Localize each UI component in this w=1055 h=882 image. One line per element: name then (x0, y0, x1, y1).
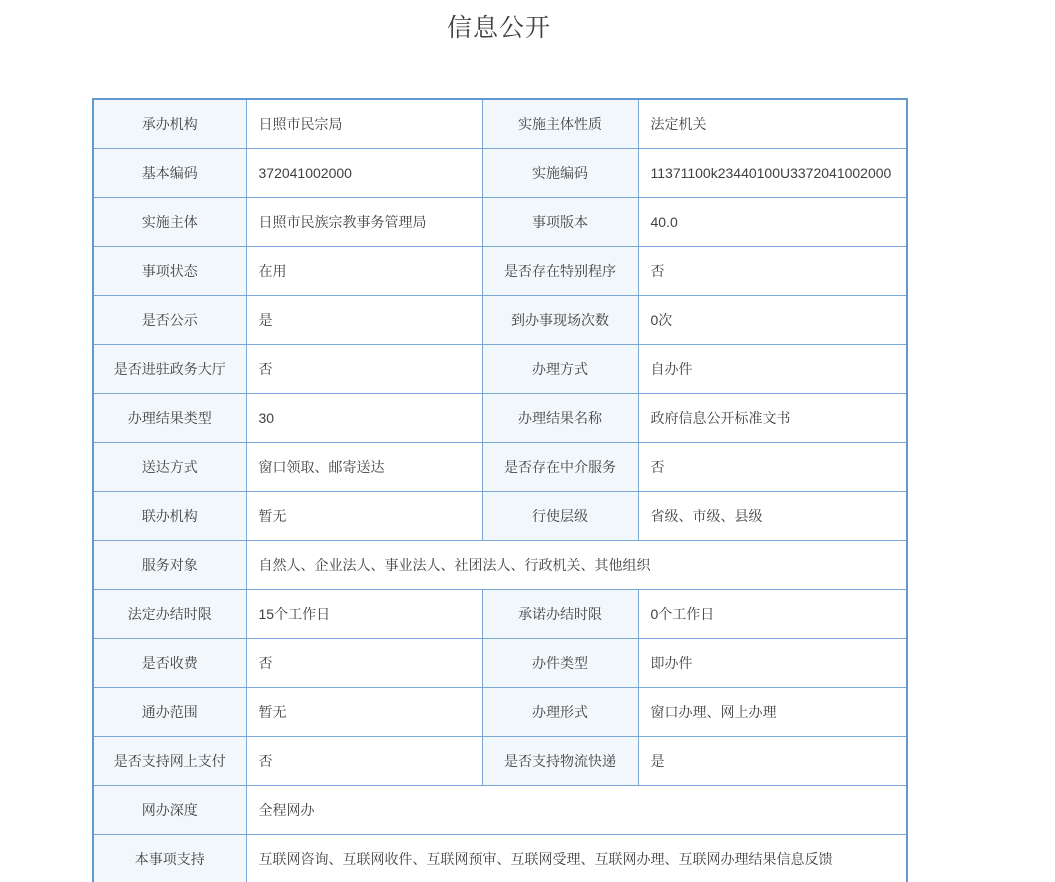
field-value: 自办件 (638, 345, 907, 394)
field-value: 否 (246, 639, 482, 688)
field-label: 是否进驻政务大厅 (93, 345, 246, 394)
field-label: 办理形式 (482, 688, 638, 737)
field-label: 网办深度 (93, 786, 246, 835)
field-label: 事项状态 (93, 247, 246, 296)
field-label: 是否支持网上支付 (93, 737, 246, 786)
field-label: 办理结果名称 (482, 394, 638, 443)
table-row (93, 198, 907, 247)
field-label: 实施编码 (482, 149, 638, 198)
field-value: 0次 (638, 296, 907, 345)
table-row (93, 541, 907, 590)
field-value: 否 (246, 737, 482, 786)
field-label: 办理结果类型 (93, 394, 246, 443)
field-value: 在用 (246, 247, 482, 296)
field-value: 窗口办理、网上办理 (638, 688, 907, 737)
field-value: 自然人、企业法人、事业法人、社团法人、行政机关、其他组织 (246, 541, 907, 590)
field-value: 窗口领取、邮寄送达 (246, 443, 482, 492)
field-label: 是否公示 (93, 296, 246, 345)
table-row (93, 639, 907, 688)
field-label: 实施主体性质 (482, 99, 638, 149)
field-value: 省级、市级、县级 (638, 492, 907, 541)
field-label: 是否存在特别程序 (482, 247, 638, 296)
table-row (93, 296, 907, 345)
field-value: 是 (638, 737, 907, 786)
field-value: 即办件 (638, 639, 907, 688)
table-row (93, 590, 907, 639)
table-row (93, 786, 907, 835)
field-label: 实施主体 (93, 198, 246, 247)
table-row (93, 835, 907, 882)
field-value: 暂无 (246, 688, 482, 737)
table-row (93, 492, 907, 541)
field-value: 是 (246, 296, 482, 345)
info-table (92, 98, 908, 882)
table-row (93, 737, 907, 786)
field-label: 是否支持物流快递 (482, 737, 638, 786)
field-label: 办件类型 (482, 639, 638, 688)
field-label: 是否存在中介服务 (482, 443, 638, 492)
page-title: 信息公开 (446, 14, 551, 42)
field-label: 服务对象 (93, 541, 246, 590)
field-label: 办理方式 (482, 345, 638, 394)
table-row (93, 443, 907, 492)
field-value: 0个工作日 (638, 590, 907, 639)
table-row (93, 345, 907, 394)
table-row (93, 394, 907, 443)
field-label: 联办机构 (93, 492, 246, 541)
table-row (93, 99, 907, 149)
field-label: 事项版本 (482, 198, 638, 247)
field-label: 到办事现场次数 (482, 296, 638, 345)
field-label: 通办范围 (93, 688, 246, 737)
field-value: 政府信息公开标准文书 (638, 394, 907, 443)
field-label: 基本编码 (93, 149, 246, 198)
field-value: 15个工作日 (246, 590, 482, 639)
field-value: 日照市民宗局 (246, 99, 482, 149)
table-row (93, 149, 907, 198)
field-value: 互联网咨询、互联网收件、互联网预审、互联网受理、互联网办理、互联网办理结果信息反馈 (246, 835, 907, 882)
field-value: 372041002000 (246, 149, 482, 198)
field-value: 40.0 (638, 198, 907, 247)
field-label: 是否收费 (93, 639, 246, 688)
field-value: 法定机关 (638, 99, 907, 149)
field-value: 否 (638, 247, 907, 296)
field-value: 暂无 (246, 492, 482, 541)
field-label: 法定办结时限 (93, 590, 246, 639)
field-label: 承办机构 (93, 99, 246, 149)
field-value: 30 (246, 394, 482, 443)
field-label: 本事项支持 (93, 835, 246, 882)
field-value: 全程网办 (246, 786, 907, 835)
field-value: 否 (246, 345, 482, 394)
table-row (93, 247, 907, 296)
field-label: 送达方式 (93, 443, 246, 492)
table-row (93, 688, 907, 737)
field-value: 否 (638, 443, 907, 492)
field-value: 11371100k23440100U3372041002000 (638, 149, 907, 198)
field-label: 承诺办结时限 (482, 590, 638, 639)
field-value: 日照市民族宗教事务管理局 (246, 198, 482, 247)
field-label: 行使层级 (482, 492, 638, 541)
